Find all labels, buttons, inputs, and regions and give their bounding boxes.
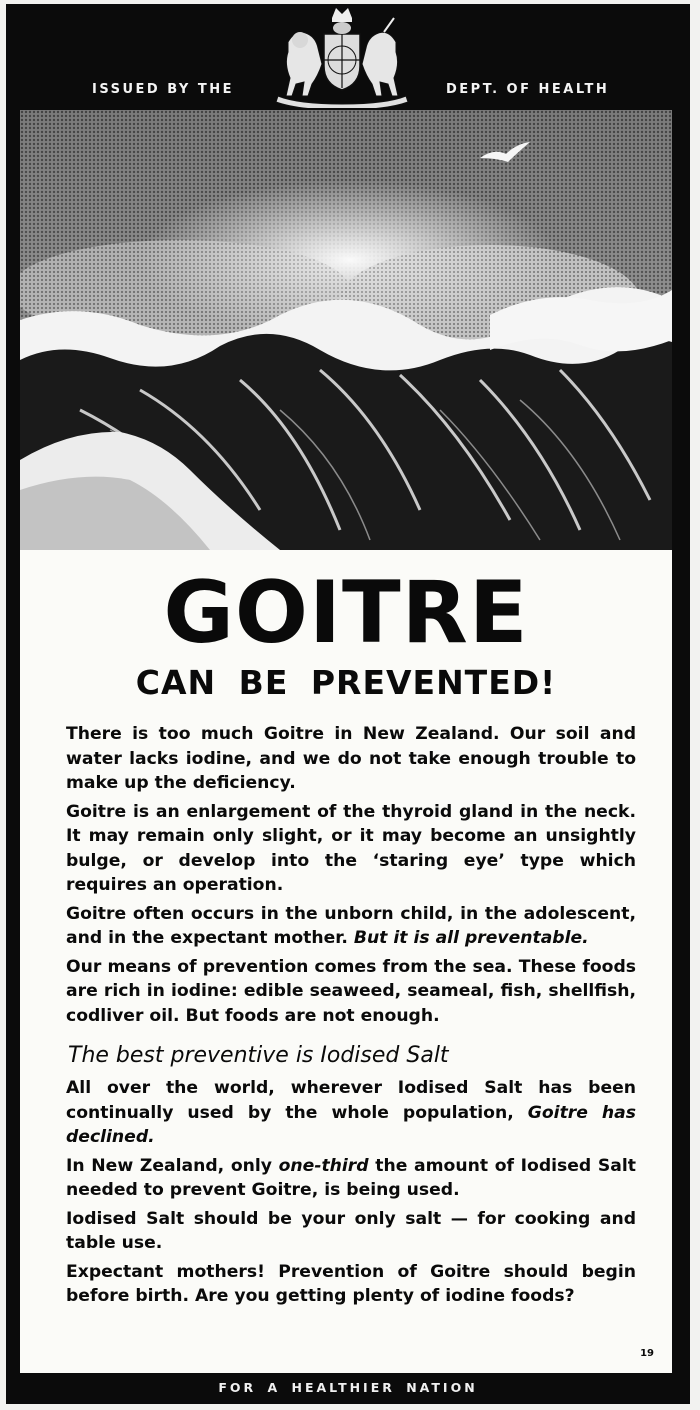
emphasis-text: But it is all preventable. (353, 928, 589, 948)
paragraph-4: Our means of prevention comes from the sea. These foods are rich in iodine: edible seaweed, seameal, fish, shellfish, codliver oil. But foods are not enough. (66, 956, 636, 1026)
stormy-sea-waves-illustration (20, 110, 672, 550)
issuer-label-right: DEPT. OF HEALTH (446, 82, 610, 97)
footer-slogan: FOR A HEALTHIER NATION (218, 1380, 478, 1395)
emphasis-text: Goitre has declined. (66, 1102, 636, 1147)
paragraph-1: There is too much Goitre in New Zealand. Our soil and water lacks iodine, and we do not take enough trouble to make up the deficiency. (66, 724, 636, 793)
article-panel (20, 550, 672, 1373)
royal-coat-of-arms-icon (258, 4, 426, 108)
emphasis-text: one-third (278, 1155, 369, 1176)
section-paragraph-3: Iodised Salt should be your only salt — for cooking and table use. (66, 1208, 636, 1253)
section-paragraph-2: In New Zealand, only one-third the amount of Iodised Salt needed to prevent Goitre, is being used. (66, 1155, 636, 1200)
article-body (66, 722, 636, 1313)
page-number: 19 (640, 1348, 654, 1359)
advertisement (6, 4, 690, 1404)
section-paragraph-4: Expectant mothers! Prevention of Goitre should begin before birth. Are you getting plenty of iodine foods? (66, 1261, 636, 1306)
headline: GOITRE (163, 563, 529, 663)
subheadline: CAN BE PREVENTED! (135, 663, 557, 702)
paragraph-2: Goitre is an enlargement of the thyroid gland in the neck. It may remain only slight, or it may become an unsightly bulge, or develop into the ‘staring eye’ type which requires an operation. (66, 801, 636, 895)
paragraph-3: Goitre often occurs in the unborn child, in the adolescent, and in the expectant mother. But it is all preventable. (66, 903, 636, 948)
section-heading: The best preventive is Iodised Salt (68, 1043, 449, 1068)
issuer-label-left: ISSUED BY THE (92, 82, 234, 97)
header-bar (6, 4, 690, 108)
section-paragraph-1: All over the world, wherever Iodised Salt has been continually used by the whole population, Goitre has declined. (66, 1078, 636, 1147)
